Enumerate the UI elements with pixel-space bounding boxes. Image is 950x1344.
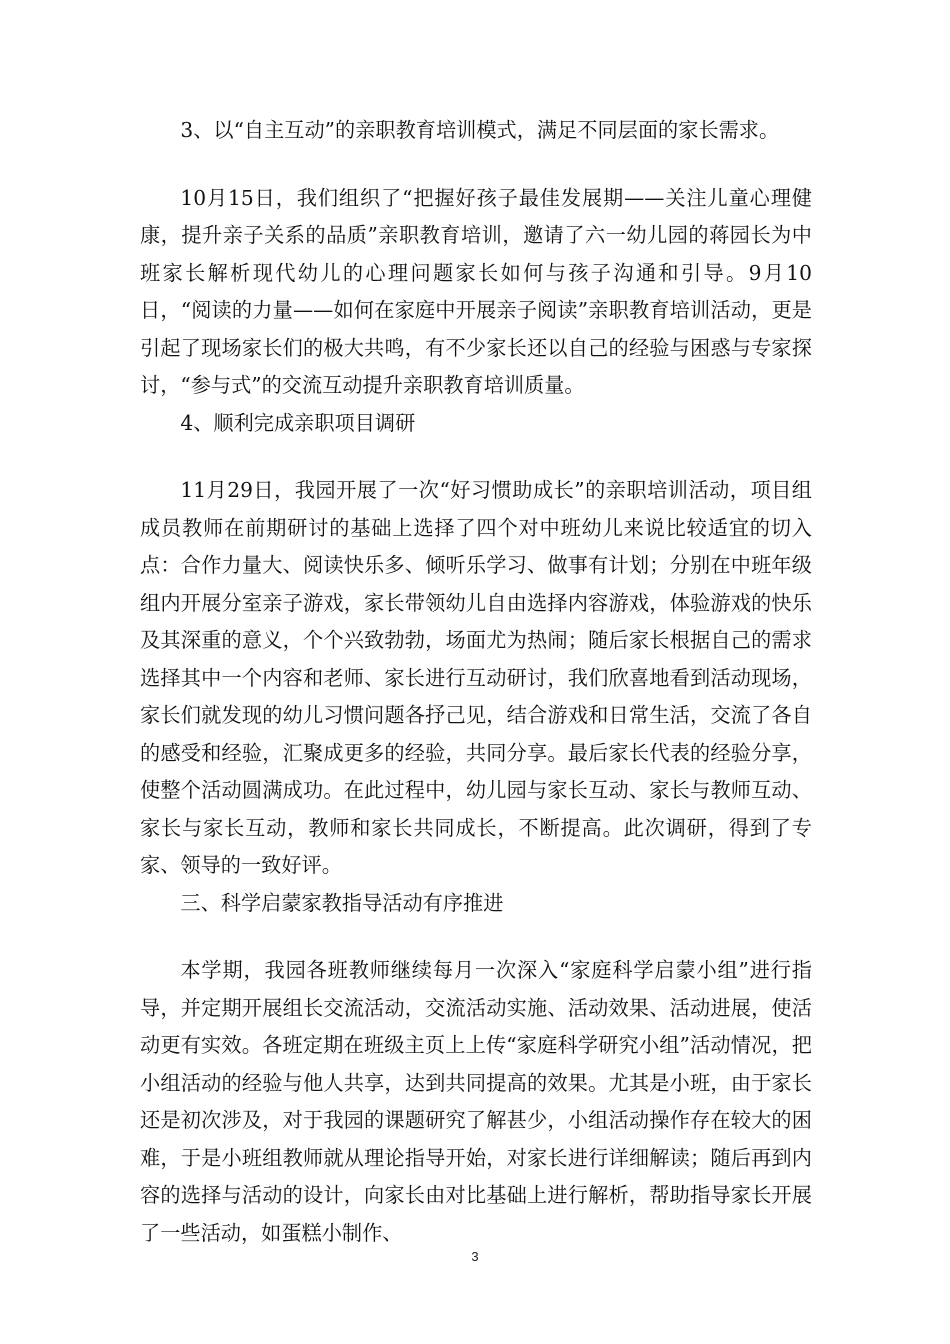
paragraph-science-guidance: 本学期，我园各班教师继续每月一次深入“家庭科学启蒙小组”进行指导，并定期开展组长交流活动，交流活动实施、活动效果、活动进展，使活动更有实效。各班定期在班级主页上上传“家庭科学研究小组”活动情况，把小组活动的经验与他人共享，达到共同提高的效果。尤其是小班，由于家长还是初次涉及，对于我园的课题研究了解甚少，小组活动操作存在较大的困难，于是小班组教师就从理论指导开始，对家长进行详细解读；随后再到内容的选择与活动的设计，向家长由对比基础上进行解析，帮助指导家长开展了一些活动，如蛋糕小制作、	[140, 958, 812, 1245]
section-heading-science: 三、科学启蒙家教指导活动有序推进	[180, 890, 504, 915]
paragraph-parent-training: 10月15日，我们组织了“把握好孩子最佳发展期——关注儿童心理健康，提升亲子关系的品质”亲职教育培训，邀请了六一幼儿园的蒋园长为中班家长解析现代幼儿的心理问题家长如何与孩子沟通和引导。9月10日，“阅读的力量——如何在家庭中开展亲子阅读”亲职教育培训活动，更是引起了现场家长们的极大共鸣，有不少家长还以自己的经验与困惑与专家探讨，“参与式”的交流互动提升亲职教育培训质量。	[140, 185, 812, 397]
document-body	[140, 112, 812, 1252]
paragraph-habit-activity: 11月29日，我园开展了一次“好习惯助成长”的亲职培训活动，项目组成员教师在前期研讨的基础上选择了四个对中班幼儿来说比较适宜的切入点：合作力量大、阅读快乐多、倾听乐学习、做事有计划；分别在中班年级组内开展分室亲子游戏，家长带领幼儿自由选择内容游戏，体验游戏的快乐及其深重的意义，个个兴致勃勃，场面尤为热闹；随后家长根据自己的需求选择其中一个内容和老师、家长进行互动研讨，我们欣喜地看到活动现场，家长们就发现的幼儿习惯问题各抒己见，结合游戏和日常生活，交流了各自的感受和经验，汇聚成更多的经验，共同分享。最后家长代表的经验分享，使整个活动圆满成功。在此过程中，幼儿园与家长互动、家长与教师互动、家长与家长互动，教师和家长共同成长，不断提高。此次调研，得到了专家、领导的一致好评。	[140, 478, 812, 877]
section-heading-3: 3、以“自主互动”的亲职教育培训模式，满足不同层面的家长需求。	[180, 118, 780, 142]
page-number: 3	[471, 1249, 479, 1264]
section-heading-4: 4、顺利完成亲职项目调研	[180, 410, 416, 435]
